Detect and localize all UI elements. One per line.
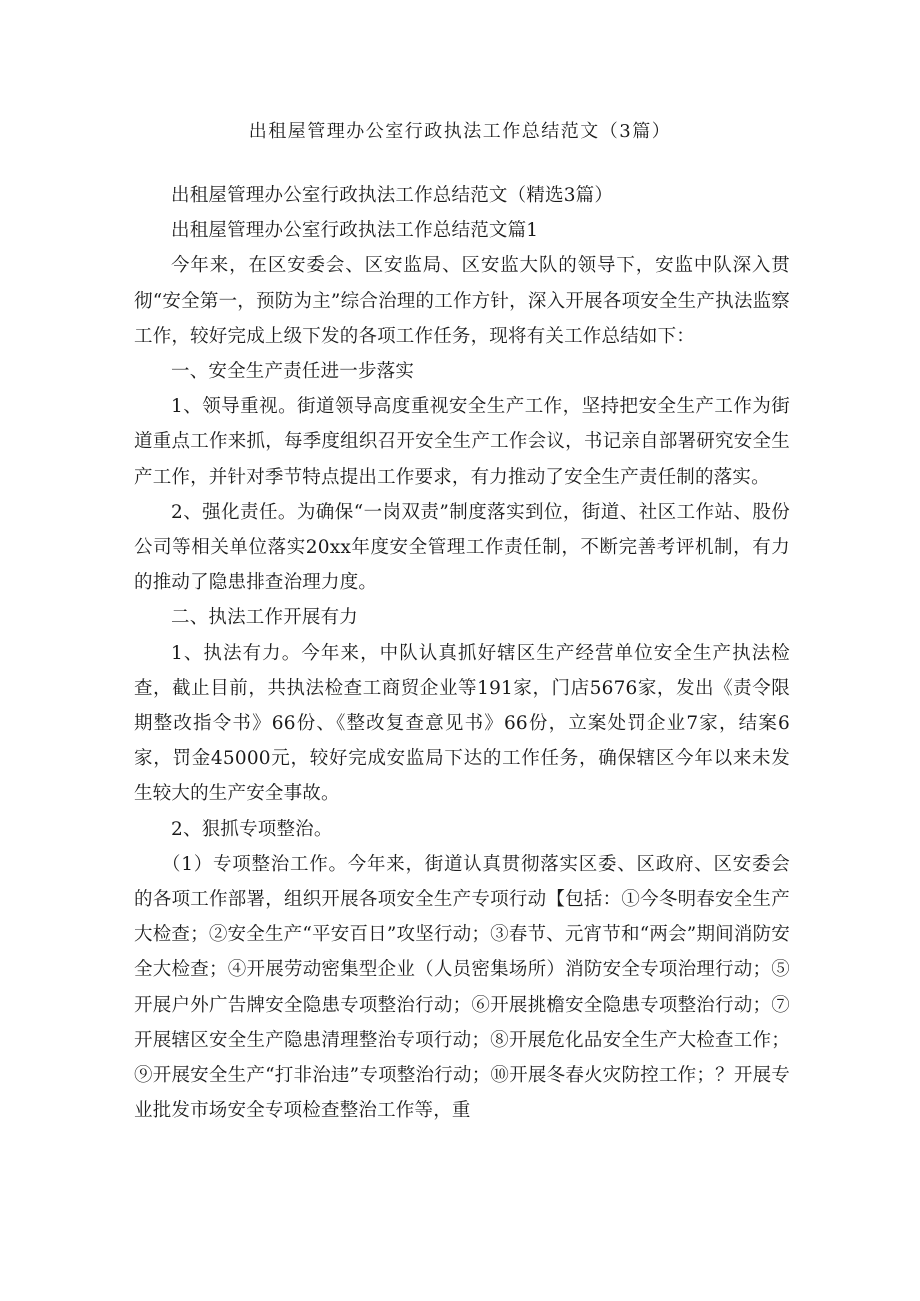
paragraph-responsibility: 2、强化责任。为确保“一岗双责”制度落实到位，街道、社区工作站、股份公司等相关单位落实20xx年度安全管理工作责任制，不断完善考评机制，有力的推动了隐患排查治理力度。 — [134, 501, 790, 594]
paragraph-leadership: 1、领导重视。街道领导高度重视安全生产工作，坚持把安全生产工作为街道重点工作来抓，每季度组织召开安全生产工作会议，书记亲自部署研究安全生产工作，并针对季节特点提出工作要求，有力推动了安全生产责任制的落实。 — [134, 396, 790, 488]
heading-responsibility: 一、安全生产责任进一步落实 — [171, 361, 415, 383]
document-title: 出租屋管理办公室行政执法工作总结范文（3篇） — [248, 121, 672, 142]
document-body — [134, 178, 790, 1128]
paragraph-special-rectification: （1）专项整治工作。今年来，街道认真贯彻落实区委、区政府、区安委会的各项工作部署，组织开展各项安全生产专项行动【包括：①今冬明春安全生产大检查；②安全生产“平安百日”攻坚行动；③春节、元宵节和“两会”期间消防安全大检查；④开展劳动密集型企业（人员密集场所）消防安全专项治理行动；⑤开展户外广告牌安全隐患专项整治行动；⑥开展挑檐安全隐患专项整治行动；⑦开展辖区安全生产隐患清理整治专项行动；⑧开展危化品安全生产大检查工作；⑨开展安全生产“打非治违”专项整治行动；⑩开展冬春火灾防控工作；？开展专业批发市场安全专项检查整治工作等，重 — [134, 853, 790, 1122]
intro-paragraph: 今年来，在区安委会、区安监局、区安监大队的领导下，安监中队深入贯彻“安全第一，预防为主”综合治理的工作方针，深入开展各项安全生产执法监察工作，较好完成上级下发的各项工作任务，现将有关工作总结如下： — [134, 255, 790, 347]
heading-special-rectification: 2、狠抓专项整治。 — [171, 818, 333, 840]
heading-enforcement: 二、执法工作开展有力 — [171, 607, 359, 629]
paragraph-enforcement: 1、执法有力。今年来，中队认真抓好辖区生产经营单位安全生产执法检查，截止目前，共执法检查工商贸企业等191家，门店5676家，发出《责令限期整改指令书》66份、《整改复查意见书》66份，立案处罚企业7家，结案6家，罚金45000元，较好完成安监局下达的工作任务，确保辖区今年以来未发生较大的生产安全事故。 — [134, 642, 790, 805]
subtitle-paragraph: 出租屋管理办公室行政执法工作总结范文（精选3篇） — [171, 185, 614, 206]
section-heading-part1: 出租屋管理办公室行政执法工作总结范文篇1 — [171, 220, 539, 242]
